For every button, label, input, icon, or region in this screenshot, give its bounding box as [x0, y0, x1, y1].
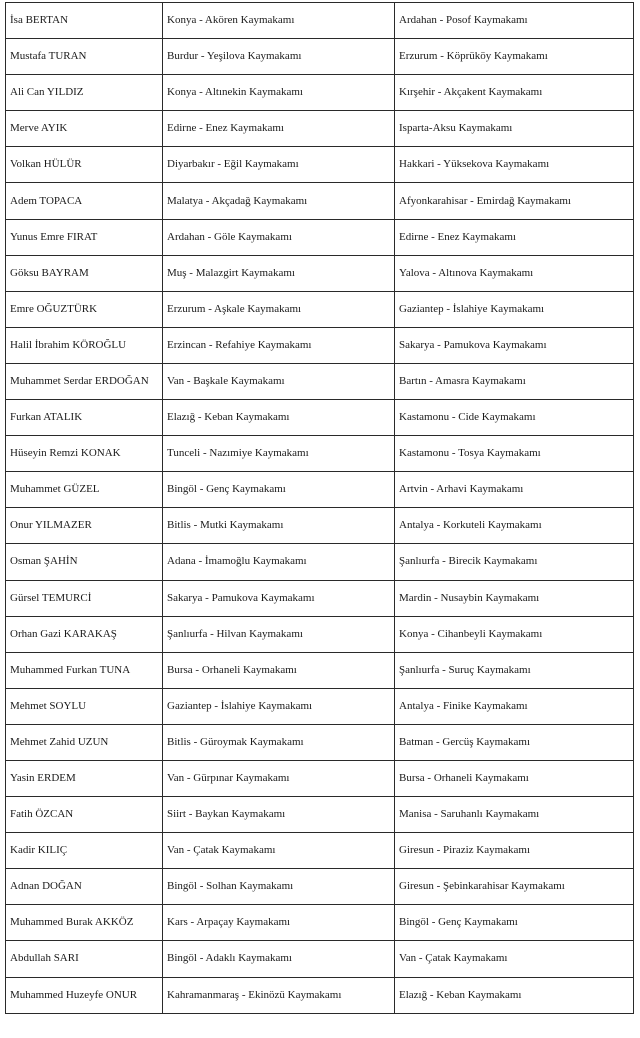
name-cell: Volkan HÜLÜR — [6, 147, 163, 183]
table-row — [6, 39, 634, 75]
name-cell: Furkan ATALIK — [6, 400, 163, 436]
table-row — [6, 797, 634, 833]
name-cell: Onur YILMAZER — [6, 508, 163, 544]
table-row — [6, 147, 634, 183]
new-post-cell: Hakkari - Yüksekova Kaymakamı — [395, 147, 634, 183]
current-post-cell: Sakarya - Pamukova Kaymakamı — [163, 580, 395, 616]
new-post-cell: Bursa - Orhaneli Kaymakamı — [395, 760, 634, 796]
name-cell: Abdullah SARI — [6, 941, 163, 977]
current-post-cell: Muş - Malazgirt Kaymakamı — [163, 255, 395, 291]
table-row — [6, 760, 634, 796]
table-row — [6, 111, 634, 147]
current-post-cell: Gaziantep - İslahiye Kaymakamı — [163, 688, 395, 724]
table-row — [6, 508, 634, 544]
table-row — [6, 977, 634, 1013]
current-post-cell: Diyarbakır - Eğil Kaymakamı — [163, 147, 395, 183]
current-post-cell: Ardahan - Göle Kaymakamı — [163, 219, 395, 255]
current-post-cell: Konya - Altınekin Kaymakamı — [163, 75, 395, 111]
name-cell: İsa BERTAN — [6, 3, 163, 39]
new-post-cell: Kastamonu - Cide Kaymakamı — [395, 400, 634, 436]
table-row — [6, 724, 634, 760]
current-post-cell: Erzurum - Aşkale Kaymakamı — [163, 291, 395, 327]
current-post-cell: Edirne - Enez Kaymakamı — [163, 111, 395, 147]
name-cell: Muhammed Furkan TUNA — [6, 652, 163, 688]
table-row — [6, 905, 634, 941]
new-post-cell: Mardin - Nusaybin Kaymakamı — [395, 580, 634, 616]
new-post-cell: Afyonkarahisar - Emirdağ Kaymakamı — [395, 183, 634, 219]
table-row — [6, 436, 634, 472]
name-cell: Emre OĞUZTÜRK — [6, 291, 163, 327]
table-row — [6, 833, 634, 869]
new-post-cell: Van - Çatak Kaymakamı — [395, 941, 634, 977]
table-row — [6, 616, 634, 652]
new-post-cell: Şanlıurfa - Suruç Kaymakamı — [395, 652, 634, 688]
name-cell: Göksu BAYRAM — [6, 255, 163, 291]
table-row — [6, 869, 634, 905]
table-row — [6, 688, 634, 724]
new-post-cell: Kastamonu - Tosya Kaymakamı — [395, 436, 634, 472]
current-post-cell: Kahramanmaraş - Ekinözü Kaymakamı — [163, 977, 395, 1013]
name-cell: Mehmet Zahid UZUN — [6, 724, 163, 760]
table-row — [6, 544, 634, 580]
table-row — [6, 472, 634, 508]
document-page — [5, 2, 633, 1014]
current-post-cell: Burdur - Yeşilova Kaymakamı — [163, 39, 395, 75]
new-post-cell: Batman - Gercüş Kaymakamı — [395, 724, 634, 760]
new-post-cell: Konya - Cihanbeyli Kaymakamı — [395, 616, 634, 652]
new-post-cell: Isparta-Aksu Kaymakamı — [395, 111, 634, 147]
name-cell: Hüseyin Remzi KONAK — [6, 436, 163, 472]
current-post-cell: Erzincan - Refahiye Kaymakamı — [163, 327, 395, 363]
name-cell: Fatih ÖZCAN — [6, 797, 163, 833]
new-post-cell: Giresun - Şebinkarahisar Kaymakamı — [395, 869, 634, 905]
current-post-cell: Bingöl - Adaklı Kaymakamı — [163, 941, 395, 977]
new-post-cell: Bingöl - Genç Kaymakamı — [395, 905, 634, 941]
name-cell: Gürsel TEMURCİ — [6, 580, 163, 616]
new-post-cell: Giresun - Piraziz Kaymakamı — [395, 833, 634, 869]
name-cell: Ali Can YILDIZ — [6, 75, 163, 111]
table-row — [6, 580, 634, 616]
current-post-cell: Adana - İmamoğlu Kaymakamı — [163, 544, 395, 580]
new-post-cell: Erzurum - Köprüköy Kaymakamı — [395, 39, 634, 75]
current-post-cell: Bingöl - Genç Kaymakamı — [163, 472, 395, 508]
name-cell: Halil İbrahim KÖROĞLU — [6, 327, 163, 363]
current-post-cell: Siirt - Baykan Kaymakamı — [163, 797, 395, 833]
new-post-cell: Elazığ - Keban Kaymakamı — [395, 977, 634, 1013]
current-post-cell: Kars - Arpaçay Kaymakamı — [163, 905, 395, 941]
name-cell: Orhan Gazi KARAKAŞ — [6, 616, 163, 652]
new-post-cell: Edirne - Enez Kaymakamı — [395, 219, 634, 255]
table-body — [6, 3, 634, 1014]
new-post-cell: Antalya - Korkuteli Kaymakamı — [395, 508, 634, 544]
name-cell: Muhammet GÜZEL — [6, 472, 163, 508]
table-row — [6, 652, 634, 688]
current-post-cell: Bingöl - Solhan Kaymakamı — [163, 869, 395, 905]
new-post-cell: Ardahan - Posof Kaymakamı — [395, 3, 634, 39]
current-post-cell: Bitlis - Güroymak Kaymakamı — [163, 724, 395, 760]
current-post-cell: Van - Başkale Kaymakamı — [163, 363, 395, 399]
name-cell: Osman ŞAHİN — [6, 544, 163, 580]
table-row — [6, 75, 634, 111]
current-post-cell: Van - Gürpınar Kaymakamı — [163, 760, 395, 796]
name-cell: Adnan DOĞAN — [6, 869, 163, 905]
current-post-cell: Konya - Akören Kaymakamı — [163, 3, 395, 39]
table-row — [6, 363, 634, 399]
new-post-cell: Bartın - Amasra Kaymakamı — [395, 363, 634, 399]
name-cell: Merve AYIK — [6, 111, 163, 147]
table-row — [6, 291, 634, 327]
table-row — [6, 219, 634, 255]
table-row — [6, 327, 634, 363]
table-row — [6, 255, 634, 291]
current-post-cell: Tunceli - Nazımiye Kaymakamı — [163, 436, 395, 472]
current-post-cell: Şanlıurfa - Hilvan Kaymakamı — [163, 616, 395, 652]
name-cell: Muhammet Serdar ERDOĞAN — [6, 363, 163, 399]
table-row — [6, 183, 634, 219]
name-cell: Kadir KILIÇ — [6, 833, 163, 869]
current-post-cell: Van - Çatak Kaymakamı — [163, 833, 395, 869]
table-row — [6, 3, 634, 39]
new-post-cell: Sakarya - Pamukova Kaymakamı — [395, 327, 634, 363]
current-post-cell: Malatya - Akçadağ Kaymakamı — [163, 183, 395, 219]
appointments-table — [5, 2, 634, 1014]
name-cell: Mustafa TURAN — [6, 39, 163, 75]
name-cell: Adem TOPACA — [6, 183, 163, 219]
name-cell: Mehmet SOYLU — [6, 688, 163, 724]
new-post-cell: Gaziantep - İslahiye Kaymakamı — [395, 291, 634, 327]
table-row — [6, 400, 634, 436]
new-post-cell: Şanlıurfa - Birecik Kaymakamı — [395, 544, 634, 580]
current-post-cell: Elazığ - Keban Kaymakamı — [163, 400, 395, 436]
current-post-cell: Bursa - Orhaneli Kaymakamı — [163, 652, 395, 688]
new-post-cell: Antalya - Finike Kaymakamı — [395, 688, 634, 724]
new-post-cell: Artvin - Arhavi Kaymakamı — [395, 472, 634, 508]
name-cell: Yasin ERDEM — [6, 760, 163, 796]
name-cell: Yunus Emre FIRAT — [6, 219, 163, 255]
current-post-cell: Bitlis - Mutki Kaymakamı — [163, 508, 395, 544]
name-cell: Muhammed Burak AKKÖZ — [6, 905, 163, 941]
new-post-cell: Kırşehir - Akçakent Kaymakamı — [395, 75, 634, 111]
table-row — [6, 941, 634, 977]
name-cell: Muhammed Huzeyfe ONUR — [6, 977, 163, 1013]
new-post-cell: Manisa - Saruhanlı Kaymakamı — [395, 797, 634, 833]
new-post-cell: Yalova - Altınova Kaymakamı — [395, 255, 634, 291]
